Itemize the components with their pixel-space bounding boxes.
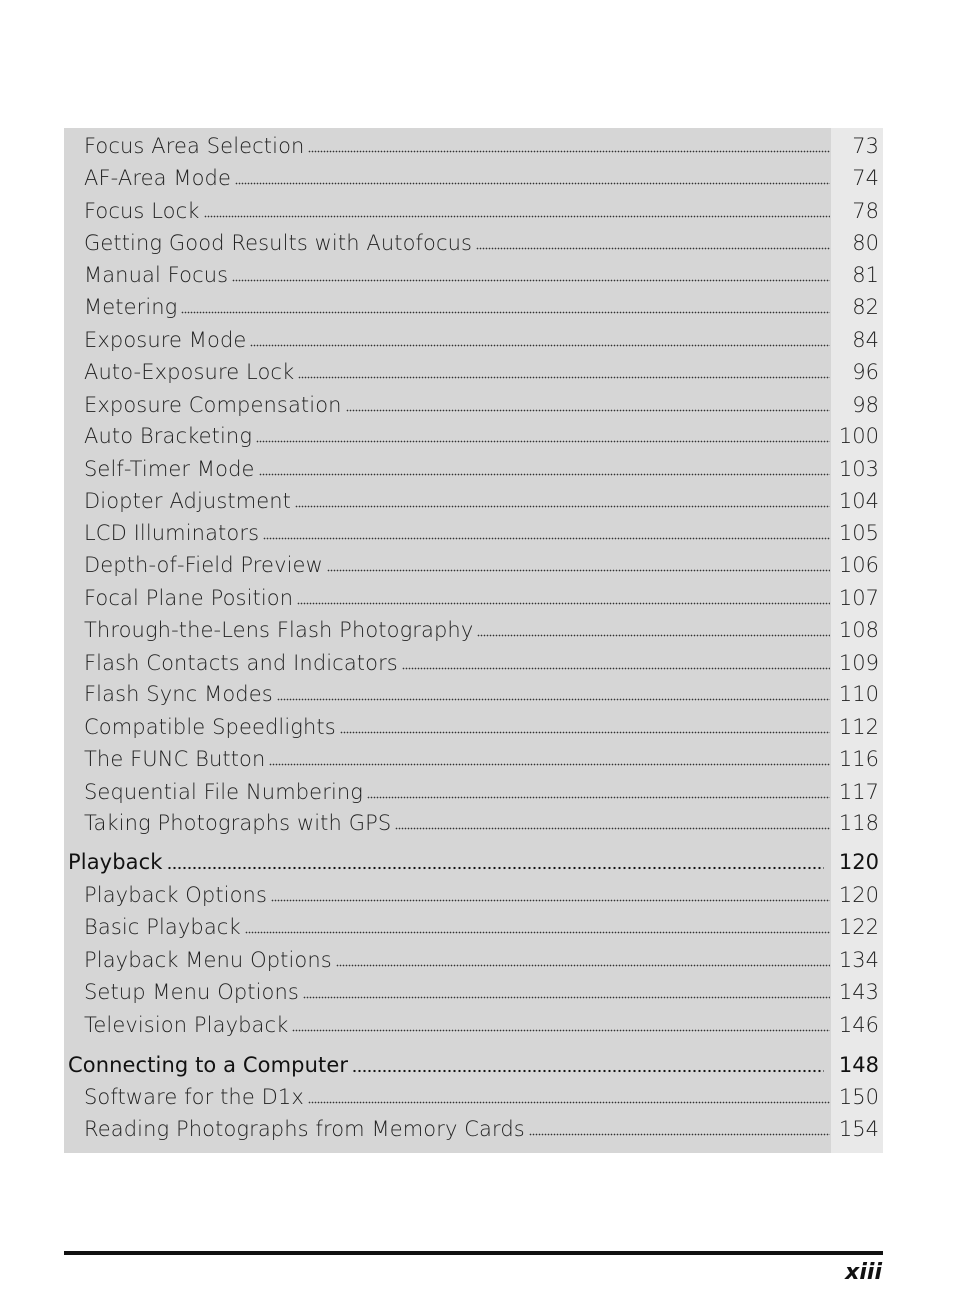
dot-leader bbox=[256, 440, 830, 444]
toc-entry-title: Metering bbox=[84, 295, 178, 319]
toc-entry-title: LCD Illuminators bbox=[84, 521, 260, 545]
toc-entry-title-wrap bbox=[84, 489, 832, 513]
toc-entry-title: Television Playback bbox=[84, 1013, 289, 1037]
dot-leader bbox=[245, 931, 830, 935]
toc-entry[interactable] bbox=[64, 519, 883, 549]
dot-leader bbox=[232, 279, 830, 283]
toc-entry[interactable] bbox=[64, 584, 883, 614]
toc-entry[interactable] bbox=[64, 197, 883, 227]
toc-entry-page: 98 bbox=[852, 393, 879, 417]
toc-entry-title-wrap bbox=[84, 715, 832, 739]
toc-entry-page: 134 bbox=[838, 948, 879, 972]
toc-entry[interactable] bbox=[64, 946, 883, 976]
toc-entry-page: 106 bbox=[838, 553, 879, 577]
dot-leader bbox=[308, 1101, 830, 1105]
toc-entry-page: 80 bbox=[852, 231, 879, 255]
toc-entry-title: Focus Area Selection bbox=[84, 134, 305, 158]
toc-entry-title: Playback Options bbox=[84, 883, 268, 907]
toc-entry-title: Sequential File Numbering bbox=[84, 780, 363, 804]
toc-entry-title-wrap bbox=[84, 521, 832, 545]
toc-entry-page: 81 bbox=[852, 263, 879, 287]
toc-entry[interactable] bbox=[64, 649, 883, 679]
dot-leader bbox=[277, 698, 830, 702]
dot-leader bbox=[303, 996, 830, 1000]
dot-leader bbox=[167, 866, 824, 870]
toc-entry-title-wrap bbox=[84, 811, 832, 835]
dot-leader bbox=[327, 569, 830, 573]
toc-entry[interactable] bbox=[64, 391, 883, 421]
toc-entry-page: 150 bbox=[838, 1085, 879, 1109]
toc-entry-title: Through-the-Lens Flash Photography bbox=[84, 618, 474, 642]
dot-leader bbox=[269, 763, 830, 767]
toc-entry-title: Focus Lock bbox=[84, 199, 200, 223]
dot-leader bbox=[352, 1069, 824, 1073]
dot-leader bbox=[297, 602, 830, 606]
toc-entry-title: Diopter Adjustment bbox=[84, 489, 292, 513]
toc-entry-title-wrap bbox=[84, 328, 832, 352]
toc-entry-page: 117 bbox=[838, 780, 879, 804]
toc-entry[interactable] bbox=[64, 164, 883, 194]
dot-leader bbox=[367, 796, 830, 800]
toc-entry-page: 146 bbox=[838, 1013, 879, 1037]
toc-entry[interactable] bbox=[64, 261, 883, 291]
toc-entry[interactable] bbox=[64, 326, 883, 356]
table-of-contents bbox=[64, 128, 883, 1153]
toc-entry-page: 148 bbox=[838, 1053, 879, 1077]
toc-entry[interactable] bbox=[64, 778, 883, 808]
toc-entry[interactable] bbox=[64, 616, 883, 646]
toc-entry[interactable] bbox=[64, 680, 883, 710]
toc-entry-title: Connecting to a Computer bbox=[68, 1053, 349, 1077]
dot-leader bbox=[395, 827, 830, 831]
toc-entry-page: 74 bbox=[852, 166, 879, 190]
toc-entry-title: Setup Menu Options bbox=[84, 980, 299, 1004]
toc-entry-title: Exposure Compensation bbox=[84, 393, 342, 417]
toc-entry-page: 110 bbox=[838, 682, 879, 706]
toc-entry-title-wrap bbox=[84, 1085, 832, 1109]
toc-entry-title-wrap bbox=[84, 780, 832, 804]
dot-leader bbox=[340, 731, 830, 735]
toc-entry[interactable] bbox=[64, 293, 883, 323]
dot-leader bbox=[235, 182, 830, 186]
toc-entry-page: 103 bbox=[838, 457, 879, 481]
toc-entry[interactable] bbox=[64, 1115, 883, 1145]
toc-entry-title-wrap bbox=[84, 1117, 832, 1141]
toc-entry-title: Compatible Speedlights bbox=[84, 715, 336, 739]
toc-entry[interactable] bbox=[64, 132, 883, 162]
toc-entry[interactable] bbox=[64, 809, 883, 839]
toc-entry-page: 122 bbox=[838, 915, 879, 939]
toc-entry-page: 109 bbox=[838, 651, 879, 675]
toc-entry-title: Getting Good Results with Autofocus bbox=[84, 231, 473, 255]
toc-entry-title-wrap bbox=[84, 166, 832, 190]
toc-entry-title: Auto-Exposure Lock bbox=[84, 360, 295, 384]
toc-entry-page: 112 bbox=[838, 715, 879, 739]
toc-entry-title-wrap bbox=[84, 360, 832, 384]
dot-leader bbox=[271, 899, 830, 903]
toc-entry-page: 120 bbox=[838, 883, 879, 907]
toc-entry-page: 116 bbox=[838, 747, 879, 771]
toc-entry-title-wrap bbox=[84, 651, 832, 675]
dot-leader bbox=[250, 344, 830, 348]
toc-entry-title-wrap bbox=[84, 948, 832, 972]
toc-entry-title: Manual Focus bbox=[84, 263, 229, 287]
toc-entry[interactable] bbox=[64, 713, 883, 743]
toc-entry-title: Reading Photographs from Memory Cards bbox=[84, 1117, 525, 1141]
toc-entry-page: 105 bbox=[838, 521, 879, 545]
dot-leader bbox=[308, 150, 830, 154]
toc-entry-title-wrap bbox=[84, 134, 832, 158]
dot-leader bbox=[402, 667, 830, 671]
toc-entry-title: Flash Sync Modes bbox=[84, 682, 273, 706]
dot-leader bbox=[477, 634, 830, 638]
toc-entry-page: 96 bbox=[852, 360, 879, 384]
dot-leader bbox=[181, 311, 830, 315]
toc-entry-title-wrap bbox=[84, 915, 832, 939]
toc-entry-page: 118 bbox=[838, 811, 879, 835]
dot-leader bbox=[259, 473, 830, 477]
toc-entry[interactable] bbox=[64, 487, 883, 517]
dot-leader bbox=[476, 247, 830, 251]
toc-entry-title: Taking Photographs with GPS bbox=[84, 811, 392, 835]
dot-leader bbox=[346, 409, 830, 413]
toc-entry-page: 104 bbox=[838, 489, 879, 513]
dot-leader bbox=[529, 1133, 830, 1137]
toc-entry[interactable] bbox=[64, 358, 883, 388]
toc-entry-title: Exposure Mode bbox=[84, 328, 247, 352]
toc-entry-title: Self-Timer Mode bbox=[84, 457, 255, 481]
toc-entry-title-wrap bbox=[68, 850, 826, 874]
dot-leader bbox=[204, 215, 830, 219]
dot-leader bbox=[292, 1029, 830, 1033]
toc-entry[interactable] bbox=[64, 1083, 883, 1113]
toc-entry-title-wrap bbox=[84, 553, 832, 577]
toc-entry-title: AF-Area Mode bbox=[84, 166, 231, 190]
toc-entry-page: 82 bbox=[852, 295, 879, 319]
toc-entry-page: 100 bbox=[838, 424, 879, 448]
toc-entry-title-wrap bbox=[84, 1013, 832, 1037]
toc-entry-title: Focal Plane Position bbox=[84, 586, 294, 610]
toc-entry-title: Playback bbox=[68, 850, 163, 874]
toc-entry-title-wrap bbox=[84, 263, 832, 287]
toc-entry[interactable] bbox=[64, 229, 883, 259]
toc-entry-title: Auto Bracketing bbox=[84, 424, 253, 448]
toc-entry-title: Basic Playback bbox=[84, 915, 241, 939]
toc-entry-page: 120 bbox=[838, 850, 879, 874]
toc-entry[interactable] bbox=[64, 422, 883, 452]
toc-entry[interactable] bbox=[64, 551, 883, 581]
toc-entry-page: 73 bbox=[852, 134, 879, 158]
toc-entry-page: 78 bbox=[852, 199, 879, 223]
dot-leader bbox=[263, 537, 830, 541]
toc-entry-title-wrap bbox=[84, 231, 832, 255]
toc-entry[interactable] bbox=[64, 1011, 883, 1041]
page-number: xiii bbox=[845, 1260, 882, 1285]
toc-entry[interactable] bbox=[64, 455, 883, 485]
toc-entry-title: Playback Menu Options bbox=[84, 948, 332, 972]
toc-entry-title-wrap bbox=[84, 295, 832, 319]
toc-entry[interactable] bbox=[64, 978, 883, 1008]
toc-entry-title-wrap bbox=[84, 457, 832, 481]
toc-entry-page: 154 bbox=[838, 1117, 879, 1141]
toc-entry-page: 107 bbox=[838, 586, 879, 610]
toc-entry-title-wrap bbox=[84, 980, 832, 1004]
toc-entry-title-wrap bbox=[84, 586, 832, 610]
toc-section-entry[interactable] bbox=[64, 848, 883, 878]
toc-entry[interactable] bbox=[64, 745, 883, 775]
toc-entry-title: Software for the D1x bbox=[84, 1085, 304, 1109]
dot-leader bbox=[336, 964, 830, 968]
dot-leader bbox=[295, 505, 830, 509]
toc-entry-title: Flash Contacts and Indicators bbox=[84, 651, 398, 675]
toc-entry-title-wrap bbox=[68, 1053, 826, 1077]
toc-section-entry[interactable] bbox=[64, 1051, 883, 1081]
toc-entry-title-wrap bbox=[84, 883, 832, 907]
toc-entry-title-wrap bbox=[84, 199, 832, 223]
toc-entry-title: The FUNC Button bbox=[84, 747, 266, 771]
toc-entry[interactable] bbox=[64, 881, 883, 911]
toc-entry[interactable] bbox=[64, 913, 883, 943]
toc-entry-title-wrap bbox=[84, 682, 832, 706]
footer-rule bbox=[64, 1251, 883, 1255]
toc-entry-title: Depth-of-Field Preview bbox=[84, 553, 323, 577]
dot-leader bbox=[298, 376, 830, 380]
toc-entry-page: 108 bbox=[838, 618, 879, 642]
toc-entry-title-wrap bbox=[84, 393, 832, 417]
toc-entry-title-wrap bbox=[84, 618, 832, 642]
toc-entry-title-wrap bbox=[84, 747, 832, 771]
toc-entry-page: 143 bbox=[838, 980, 879, 1004]
toc-entry-page: 84 bbox=[852, 328, 879, 352]
toc-entry-title-wrap bbox=[84, 424, 832, 448]
